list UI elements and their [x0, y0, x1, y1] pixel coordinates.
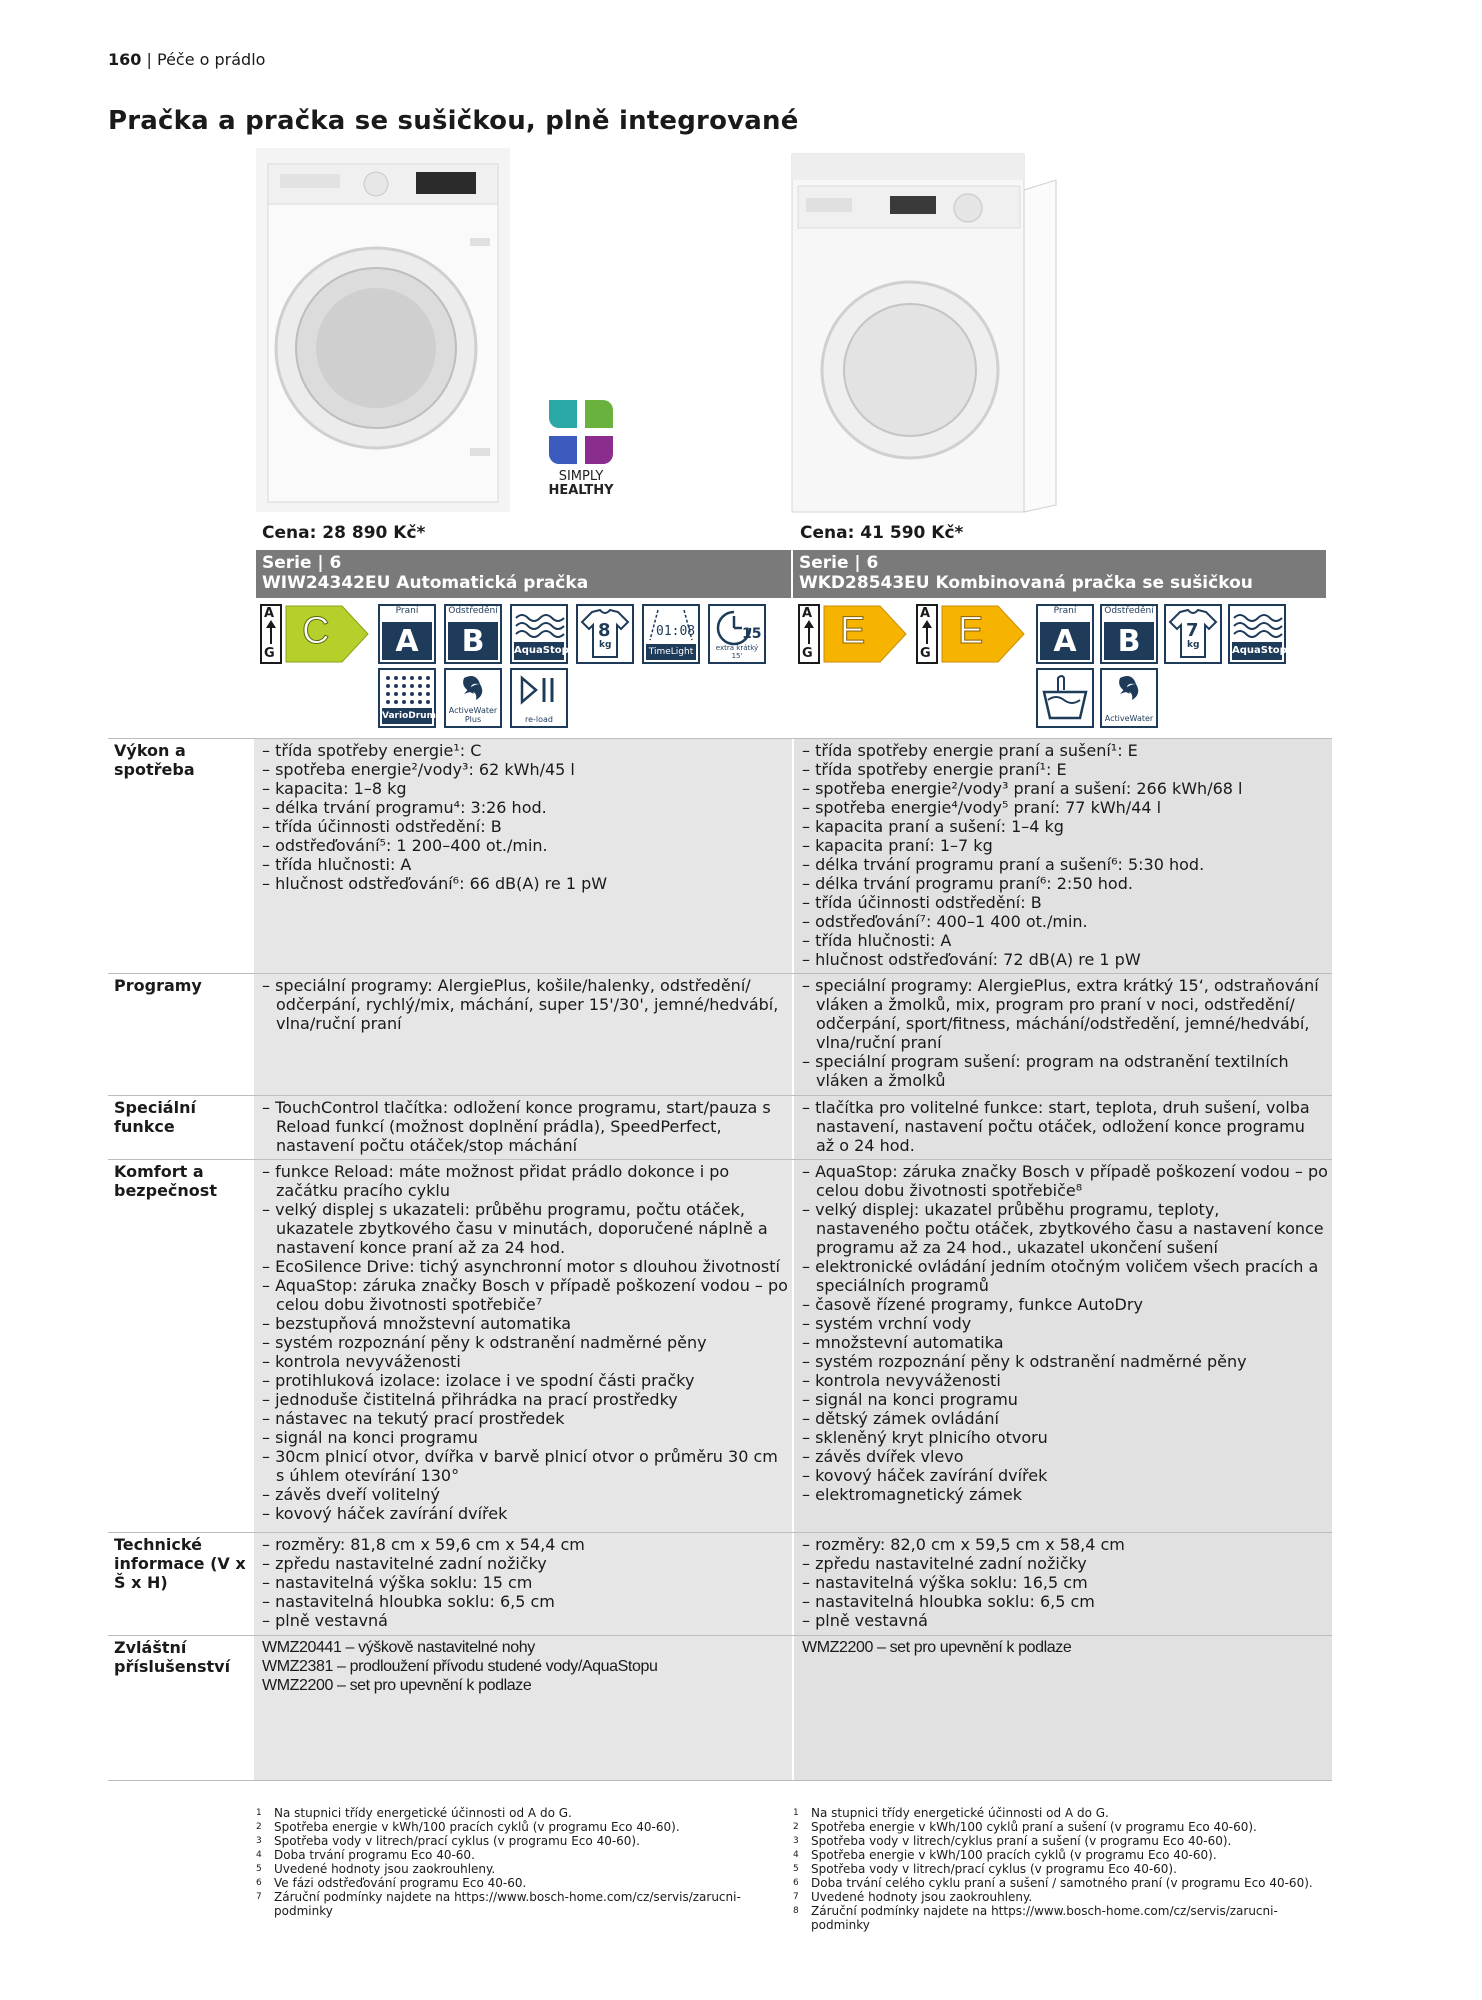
activewater-icon	[1100, 668, 1158, 728]
spec-item: – skleněný kryt plnicího otvoru	[802, 1428, 1328, 1447]
energy-bottom: G	[264, 646, 275, 661]
spec-item: – množstevní automatika	[802, 1333, 1328, 1352]
spec-item: – systém rozpoznání pěny k odstranění nadměrné pěny	[802, 1352, 1328, 1371]
spec-item: – nastavitelná hloubka soklu: 6,5 cm	[262, 1592, 788, 1611]
spin-title: Odstředění	[1104, 606, 1154, 616]
swirl-icon	[1102, 670, 1156, 708]
spec-list	[802, 1098, 1328, 1155]
spec-item: – spotřeba energie²/vody³: 62 kWh/45 l	[262, 760, 788, 779]
serie-label: Serie | 6	[262, 553, 342, 573]
footnote-text: Spotřeba energie v kWh/100 pracích cyklů (v programu Eco 40-60).	[811, 1848, 1217, 1862]
footnote-text: Na stupnici třídy energetické účinnosti od A do G.	[274, 1806, 572, 1820]
footnote-text: Spotřeba vody v litrech/prací cyklus (v programu Eco 40-60).	[811, 1862, 1177, 1876]
cell-vykon-1	[252, 739, 792, 973]
page-title: Pračka a pračka se sušičkou, plně integrované	[108, 106, 799, 136]
spec-list	[802, 1535, 1328, 1630]
spec-item: – AquaStop: záruka značky Bosch v případě poškození vodou – po celou dobu životnosti spotřebiče⁷	[262, 1276, 788, 1314]
cell-technicke-1	[252, 1533, 792, 1635]
row-technicke	[108, 1532, 1332, 1635]
spec-item: – tlačítka pro volitelné funkce: start, teplota, druh sušení, volba nastavení, nastavení počtu otáček, odložení konce programu až o 24 hod.	[802, 1098, 1328, 1155]
spec-item: – plně vestavná	[802, 1611, 1328, 1630]
spin-title: Odstředění	[448, 606, 498, 616]
footnote	[256, 1862, 776, 1876]
spec-item: – nastavitelná výška soklu: 16,5 cm	[802, 1573, 1328, 1592]
spec-item: – 30cm plnicí otvor, dvířka v barvě plnicí otvor o průměru 30 cm s úhlem otevírání 130°	[262, 1447, 788, 1485]
activewater-text: ActiveWater	[1104, 714, 1154, 723]
reload-icon	[510, 668, 568, 728]
row-komfort	[108, 1159, 1332, 1532]
extra-short-icon	[708, 604, 766, 664]
spec-item: – systém rozpoznání pěny k odstranění nadměrné pěny	[262, 1333, 788, 1352]
energy-class: E	[840, 610, 866, 652]
swirl-icon	[446, 670, 500, 706]
spec-item: – kapacita praní: 1–7 kg	[802, 836, 1328, 855]
spec-item: – spotřeba energie²/vody³ praní a sušení: 266 kWh/68 l	[802, 779, 1328, 798]
extra-label: extra krátký 15'	[715, 644, 759, 660]
footnote	[256, 1806, 776, 1820]
spec-list	[262, 1162, 788, 1523]
footnote-text: Na stupnici třídy energetické účinnosti od A do G.	[811, 1806, 1109, 1820]
price-2: Cena: 41 590 Kč*	[800, 523, 964, 543]
footnote-number: 2	[256, 1822, 262, 1832]
spin-class: B	[448, 622, 498, 660]
footnote-number: 1	[256, 1808, 262, 1818]
spec-item: – nastavitelná výška soklu: 15 cm	[262, 1573, 788, 1592]
cell-prislusenstvi-1	[252, 1636, 792, 1780]
serie-label: Serie | 6	[799, 553, 879, 573]
spec-item: – plně vestavná	[262, 1611, 788, 1630]
spin-class-icon	[444, 604, 502, 664]
simply-text: SIMPLY	[558, 469, 604, 484]
spec-list	[262, 1535, 788, 1630]
energy-top: A	[802, 606, 813, 621]
spec-item: – funkce Reload: máte možnost přidat prádlo dokonce i po začátku pracího cyklu	[262, 1162, 788, 1200]
play-pause-icon	[512, 670, 566, 710]
footnote	[793, 1806, 1333, 1820]
capacity-unit: kg	[599, 640, 612, 650]
row-label-komfort: Komfort a bezpečnost	[108, 1160, 252, 1532]
spec-item: – závěs dvířek vlevo	[802, 1447, 1328, 1466]
spec-item: – TouchControl tlačítka: odložení konce programu, start/pauza s Reload funkcí (možnost doplnění prádla), SpeedPerfect, nastavení počtu otáček/stop máchání	[262, 1098, 788, 1155]
footnote-number: 3	[793, 1836, 799, 1846]
spec-list	[802, 1162, 1328, 1504]
footnote	[793, 1876, 1333, 1890]
spec-item: – kontrola nevyváženosti	[802, 1371, 1328, 1390]
healthy-text: HEALTHY	[548, 483, 614, 498]
product-photo-washer	[256, 148, 510, 512]
header-divider: |	[146, 50, 157, 69]
spin-class-icon	[1100, 604, 1158, 664]
spec-item: – hlučnost odstřeďování⁶: 66 dB(A) re 1 pW	[262, 874, 788, 893]
row-vykon	[108, 738, 1332, 973]
aquastop-text: AquaStop	[1232, 642, 1282, 660]
accessory-item: WMZ2200 – set pro upevnění k podlaze	[802, 1639, 1072, 1656]
spec-item: – systém vrchní vody	[802, 1314, 1328, 1333]
footnote	[256, 1848, 776, 1862]
water-waves-icon	[512, 606, 566, 642]
spec-item: – velký displej: ukazatel průběhu programu, teploty, nastaveného počtu otáček, zbytkového času a nastavení konce programu až za 24 hod., ukazatel ukončení sušení	[802, 1200, 1328, 1257]
footnote	[793, 1904, 1333, 1932]
footnote-number: 2	[793, 1822, 799, 1832]
spec-item: – rozměry: 81,8 cm x 59,6 cm x 54,4 cm	[262, 1535, 788, 1554]
timelight-text: TimeLight	[646, 644, 696, 660]
spec-item: – bezstupňová množstevní automatika	[262, 1314, 788, 1333]
footnote-number: 8	[793, 1906, 799, 1916]
clover-icon	[545, 396, 617, 466]
row-programy	[108, 973, 1332, 1095]
extra-value: 15	[742, 626, 762, 642]
wash-class-icon	[1036, 604, 1094, 664]
timelight-icon	[642, 604, 700, 664]
spec-item: – třída účinnosti odstředění: B	[262, 817, 788, 836]
footnote-text: Uvedené hodnoty jsou zaokrouhleny.	[274, 1862, 496, 1876]
spec-item: – speciální programy: AlergiePlus, extra krátký 15‘, odstraňování vláken a žmolků, mix, program pro praní v noci, odstředění/ odčerpání, sport/fitness, máchání/odstředění, jemné/hedvábí, vlna/ruční praní	[802, 976, 1328, 1052]
spec-item: – protihluková izolace: izolace i ve spodní části pračky	[262, 1371, 788, 1390]
spec-item: – hlučnost odstřeďování: 72 dB(A) re 1 pW	[802, 950, 1328, 969]
reload-text: re-load	[524, 715, 554, 724]
capacity-value: 7	[1186, 620, 1199, 641]
activewater-plus-icon	[444, 668, 502, 728]
row-specialni	[108, 1095, 1332, 1159]
footnote-text: Spotřeba energie v kWh/100 cyklů praní a sušení (v programu Eco 40-60).	[811, 1820, 1257, 1834]
cell-komfort-1	[252, 1160, 792, 1532]
spec-list	[262, 741, 788, 893]
aquastop-icon	[510, 604, 568, 664]
spec-item: – spotřeba energie⁴/vody⁵ praní: 77 kWh/44 l	[802, 798, 1328, 817]
footnotes-left	[256, 1806, 776, 1918]
spec-item: – délka trvání programu praní⁶: 2:50 hod.	[802, 874, 1328, 893]
capacity-unit: kg	[1187, 640, 1200, 650]
row-label-vykon: Výkon a spotřeba	[108, 739, 252, 973]
footnote	[793, 1890, 1333, 1904]
energy-bottom: G	[920, 646, 931, 661]
product-photo-washer-dryer	[790, 150, 1058, 515]
spec-item: – signál na konci programu	[802, 1390, 1328, 1409]
accessory-list	[262, 1638, 788, 1695]
spec-item: – nastavitelná hloubka soklu: 6,5 cm	[802, 1592, 1328, 1611]
spin-class: B	[1104, 622, 1154, 660]
capacity-icon	[1164, 604, 1222, 664]
spec-item: – odstřeďování⁵: 1 200–400 ot./min.	[262, 836, 788, 855]
spec-item: – délka trvání programu⁴: 3:26 hod.	[262, 798, 788, 817]
row-label-programy: Programy	[108, 974, 252, 1095]
footnote-text: Spotřeba energie v kWh/100 pracích cyklů (v programu Eco 40-60).	[274, 1820, 680, 1834]
spec-item: – časově řízené programy, funkce AutoDry	[802, 1295, 1328, 1314]
footnote	[256, 1876, 776, 1890]
cell-prislusenstvi-2	[792, 1636, 1332, 1780]
spec-item: – AquaStop: záruka značky Bosch v případě poškození vodou – po celou dobu životnosti spotřebiče⁸	[802, 1162, 1328, 1200]
spec-item: – kontrola nevyváženosti	[262, 1352, 788, 1371]
energy-top: A	[264, 606, 275, 621]
capacity-value: 8	[598, 620, 611, 641]
spec-item: – rozměry: 82,0 cm x 59,5 cm x 58,4 cm	[802, 1535, 1328, 1554]
wash-title: Praní	[395, 606, 419, 616]
serie-header-1	[256, 550, 791, 598]
cell-specialni-2	[792, 1096, 1332, 1159]
wash-class: A	[1040, 622, 1090, 660]
spec-item: – velký displej s ukazateli: průběhu programu, počtu otáček, ukazatele zbytkového času v minutách, doporučené náplně a nastavení konce praní až za 24 hod.	[262, 1200, 788, 1257]
spec-item: – elektromagnetický zámek	[802, 1485, 1328, 1504]
aquastop-icon	[1228, 604, 1286, 664]
spec-table	[108, 738, 1332, 1781]
footnote-number: 6	[793, 1878, 799, 1888]
spec-item: – kapacita: 1–8 kg	[262, 779, 788, 798]
footnote	[256, 1834, 776, 1848]
spec-item: – třída hlučnosti: A	[262, 855, 788, 874]
wash-title: Praní	[1053, 606, 1077, 616]
spec-item: – zpředu nastavitelné zadní nožičky	[262, 1554, 788, 1573]
variodrum-text: VarioDrum	[382, 708, 432, 724]
variodrum-icon	[378, 668, 436, 728]
footnote-number: 7	[256, 1892, 262, 1902]
spec-list	[262, 1098, 788, 1155]
row-label-technicke: Technické informace (V x Š x H)	[108, 1533, 252, 1635]
model-name: WIW24342EU Automatická pračka	[262, 573, 589, 593]
activewater-plus-text: ActiveWater Plus	[448, 706, 498, 724]
washer-illustration	[256, 148, 510, 512]
energy-class-label-1	[260, 604, 370, 664]
serie-header-2	[793, 550, 1326, 598]
cell-komfort-2	[792, 1160, 1332, 1532]
simply-healthy-logo	[545, 396, 617, 498]
spec-item: – třída spotřeby energie praní a sušení¹: E	[802, 741, 1328, 760]
spec-item: – třída hlučnosti: A	[802, 931, 1328, 950]
footnote-text: Spotřeba vody v litrech/prací cyklus (v programu Eco 40-60).	[274, 1834, 640, 1848]
wash-dry-icon	[1036, 668, 1094, 728]
spec-item: – nástavec na tekutý prací prostředek	[262, 1409, 788, 1428]
cell-programy-1	[252, 974, 792, 1095]
footnote-number: 1	[793, 1808, 799, 1818]
price-1: Cena: 28 890 Kč*	[262, 523, 426, 543]
energy-class: E	[958, 610, 984, 652]
footnote	[256, 1890, 776, 1918]
footnote-text: Doba trvání celého cyklu praní a sušení / samotného praní (v programu Eco 40-60).	[811, 1876, 1313, 1890]
spec-item: – dětský zámek ovládání	[802, 1409, 1328, 1428]
page-header	[108, 50, 265, 69]
spec-item: – elektronické ovládání jedním otočným voličem všech pracích a speciálních programů	[802, 1257, 1328, 1295]
spec-list	[262, 976, 788, 1033]
spec-item: – speciální programy: AlergiePlus, košile/halenky, odstředění/ odčerpání, rychlý/mix, máchání, super 15'/30', jemné/hedvábí, vlna/ruční praní	[262, 976, 788, 1033]
footnote	[793, 1820, 1333, 1834]
spec-item: – jednoduše čistitelná přihrádka na prací prostředky	[262, 1390, 788, 1409]
row-label-specialni: Speciální funkce	[108, 1096, 252, 1159]
row-label-prislusenstvi: Zvláštní příslušenství	[108, 1636, 252, 1780]
spec-item: – signál na konci programu	[262, 1428, 788, 1447]
footnote-number: 6	[256, 1878, 262, 1888]
section-name: Péče o prádlo	[156, 50, 266, 69]
accessory-list	[802, 1638, 1328, 1657]
footnote-text: Doba trvání programu Eco 40-60.	[274, 1848, 475, 1862]
accessory-item: WMZ2200 – set pro upevnění k podlaze	[262, 1677, 532, 1694]
footnote-number: 5	[793, 1864, 799, 1874]
footnote-text: Spotřeba vody v litrech/cyklus praní a sušení (v programu Eco 40-60).	[811, 1834, 1232, 1848]
water-waves-icon	[1230, 606, 1284, 642]
row-prislusenstvi	[108, 1635, 1332, 1781]
spec-item: – délka trvání programu praní a sušení⁶: 5:30 hod.	[802, 855, 1328, 874]
footnote-number: 4	[256, 1850, 262, 1860]
footnote-text: Ve fázi odstřeďování programu Eco 40-60.	[274, 1876, 527, 1890]
wash-class-icon	[378, 604, 436, 664]
capacity-icon	[576, 604, 634, 664]
spec-item: – zpředu nastavitelné zadní nožičky	[802, 1554, 1328, 1573]
spec-item: – kovový háček zavírání dvířek	[262, 1504, 788, 1523]
cell-technicke-2	[792, 1533, 1332, 1635]
footnotes-right	[793, 1806, 1333, 1932]
model-name: WKD28543EU Kombinovaná pračka se sušičkou	[799, 573, 1253, 593]
footnote-number: 3	[256, 1836, 262, 1846]
spec-list	[802, 976, 1328, 1090]
page-number: 160	[108, 50, 142, 69]
cell-programy-2	[792, 974, 1332, 1095]
aquastop-text: AquaStop	[514, 642, 564, 660]
footnote-text: Záruční podmínky najdete na https://www.bosch-home.com/cz/servis/zarucni-podminky	[811, 1904, 1278, 1932]
washer-dryer-illustration	[790, 150, 1058, 515]
spec-item: – třída účinnosti odstředění: B	[802, 893, 1328, 912]
wash-class: A	[382, 622, 432, 660]
energy-class: C	[302, 610, 330, 652]
tub-hand-icon	[1038, 670, 1092, 726]
footnote-text: Záruční podmínky najdete na https://www.bosch-home.com/cz/servis/zarucni-podminky	[274, 1890, 741, 1918]
spec-item: – třída spotřeby energie praní¹: E	[802, 760, 1328, 779]
time-display: 01:08	[656, 624, 696, 639]
energy-class-label-2b	[916, 604, 1026, 664]
footnote	[793, 1834, 1333, 1848]
footnote-number: 5	[256, 1864, 262, 1874]
spec-list	[802, 741, 1328, 969]
footnote-text: Uvedené hodnoty jsou zaokrouhleny.	[811, 1890, 1033, 1904]
footnote	[256, 1820, 776, 1834]
footnote-number: 7	[793, 1892, 799, 1902]
spec-item: – kapacita praní a sušení: 1–4 kg	[802, 817, 1328, 836]
footnote-number: 4	[793, 1850, 799, 1860]
energy-class-label-2a	[798, 604, 908, 664]
energy-bottom: G	[802, 646, 813, 661]
cell-specialni-1	[252, 1096, 792, 1159]
spec-item: – odstřeďování⁷: 400–1 400 ot./min.	[802, 912, 1328, 931]
footnote	[793, 1848, 1333, 1862]
footnote	[793, 1862, 1333, 1876]
accessory-item: WMZ20441 – výškově nastavitelné nohy	[262, 1639, 535, 1656]
spec-item: – třída spotřeby energie¹: C	[262, 741, 788, 760]
spec-item: – závěs dveří volitelný	[262, 1485, 788, 1504]
cell-vykon-2	[792, 739, 1332, 973]
spec-item: – speciální program sušení: program na odstranění textilních vláken a žmolků	[802, 1052, 1328, 1090]
spec-item: – kovový háček zavírání dvířek	[802, 1466, 1328, 1485]
accessory-item: WMZ2381 – prodloužení přívodu studené vody/AquaStopu	[262, 1658, 658, 1675]
spec-item: – EcoSilence Drive: tichý asynchronní motor s dlouhou životností	[262, 1257, 788, 1276]
energy-top: A	[920, 606, 931, 621]
drum-dots-icon	[380, 670, 434, 710]
